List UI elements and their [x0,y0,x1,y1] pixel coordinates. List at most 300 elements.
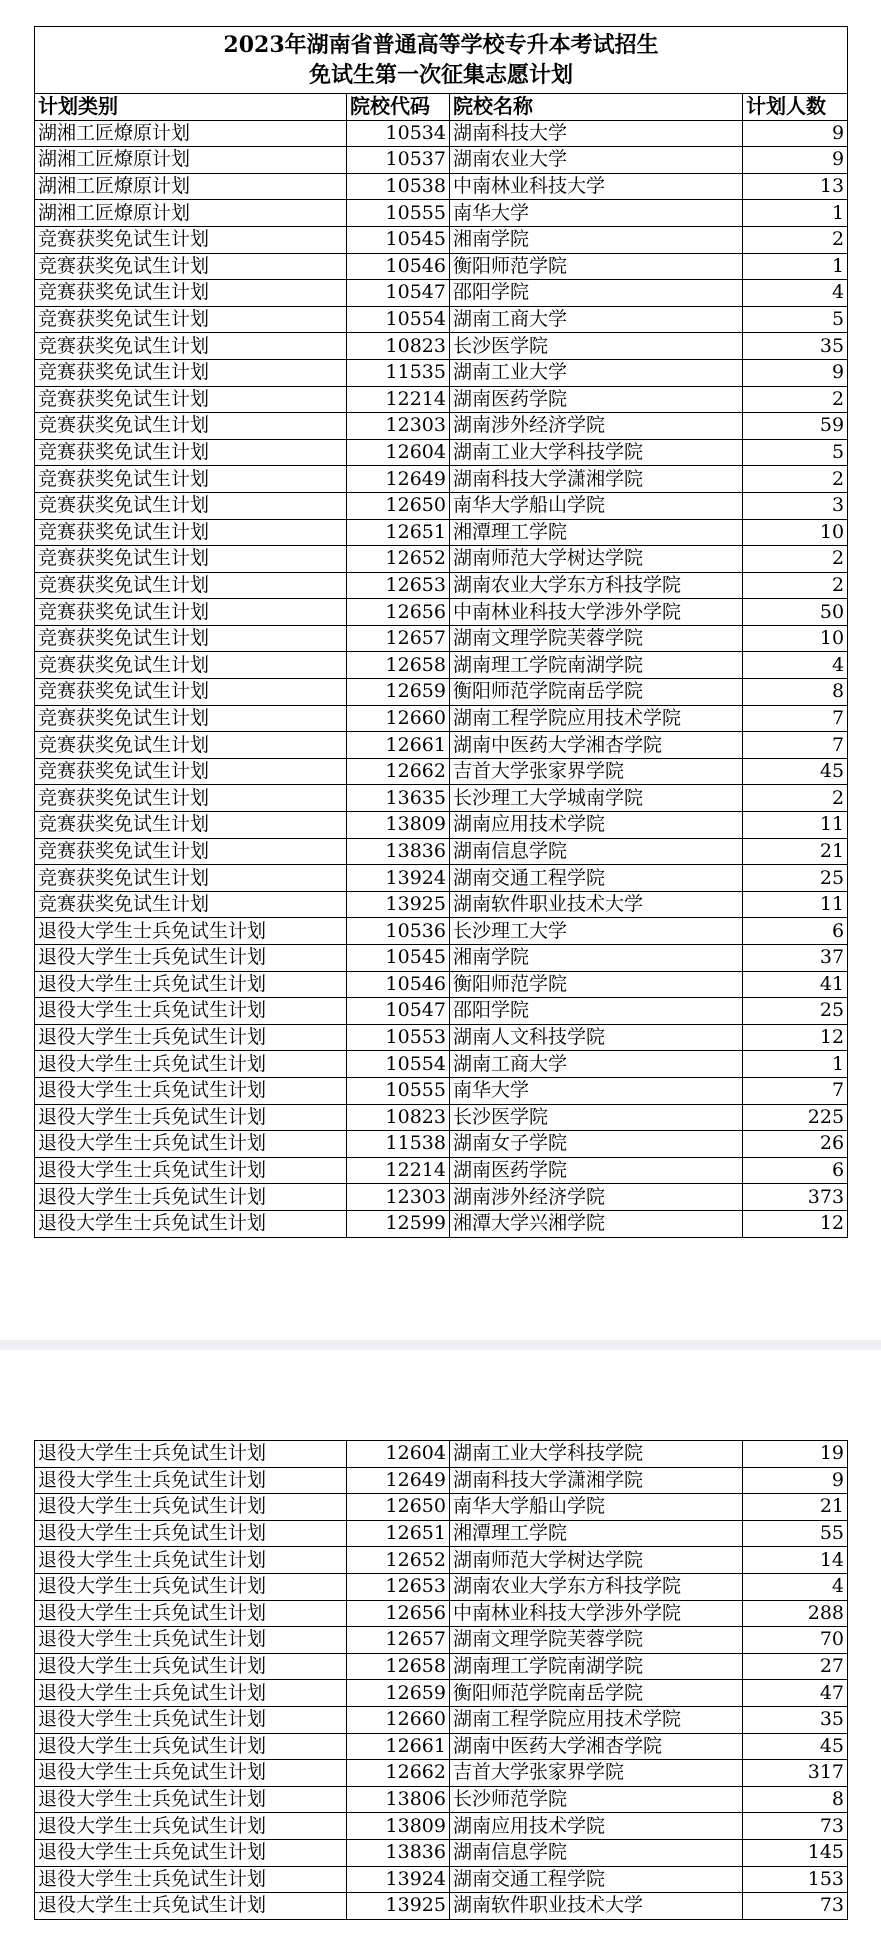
cell-plan-count: 12 [743,1024,848,1051]
table-row [35,918,848,945]
cell-school-code: 12659 [347,679,450,706]
table-row [35,1893,848,1920]
table-row [35,1184,848,1211]
cell-plan-count: 35 [743,1706,848,1733]
cell-plan-count: 59 [743,413,848,440]
cell-plan-count: 9 [743,147,848,174]
table-row [35,838,848,865]
cell-plan-category: 竞赛获奖免试生计划 [35,838,347,865]
cell-school-name: 湖南中医药大学湘杏学院 [450,1733,743,1760]
cell-school-name: 湖南人文科技学院 [450,1024,743,1051]
cell-school-name: 湖南农业大学东方科技学院 [450,572,743,599]
cell-plan-count: 4 [743,280,848,307]
cell-plan-count: 10 [743,625,848,652]
cell-plan-category: 退役大学生士兵免试生计划 [35,1051,347,1078]
cell-school-code: 10823 [347,1104,450,1131]
table-row [35,1760,848,1787]
cell-plan-category: 湖湘工匠燎原计划 [35,173,347,200]
cell-plan-category: 湖湘工匠燎原计划 [35,120,347,147]
cell-plan-category: 竞赛获奖免试生计划 [35,306,347,333]
header-row [35,94,848,121]
cell-school-name: 湖南工商大学 [450,1051,743,1078]
cell-school-name: 湘南学院 [450,945,743,972]
cell-plan-count: 41 [743,971,848,998]
header-school-name: 院校名称 [450,94,743,121]
cell-plan-count: 9 [743,359,848,386]
table-row [35,1157,848,1184]
title-line-1: 2023年湖南省普通高等学校专升本考试招生 [223,32,659,58]
cell-plan-count: 7 [743,705,848,732]
cell-plan-category: 退役大学生士兵免试生计划 [35,1184,347,1211]
cell-school-code: 10547 [347,280,450,307]
cell-school-name: 南华大学 [450,1077,743,1104]
cell-school-code: 12649 [347,1467,450,1494]
table-row [35,173,848,200]
cell-school-name: 湖南文理学院芙蓉学院 [450,625,743,652]
cell-school-name: 长沙医学院 [450,333,743,360]
cell-plan-count: 25 [743,998,848,1025]
cell-plan-count: 225 [743,1104,848,1131]
table-row [35,1839,848,1866]
cell-plan-category: 退役大学生士兵免试生计划 [35,1680,347,1707]
cell-school-name: 湖南信息学院 [450,838,743,865]
cell-plan-count: 50 [743,599,848,626]
title-line-2: 免试生第一次征集志愿计划 [309,62,574,88]
cell-plan-category: 退役大学生士兵免试生计划 [35,1706,347,1733]
cell-school-code: 10823 [347,333,450,360]
cell-school-name: 长沙师范学院 [450,1786,743,1813]
cell-school-name: 邵阳学院 [450,280,743,307]
table-row [35,1494,848,1521]
cell-plan-category: 退役大学生士兵免试生计划 [35,1893,347,1920]
cell-plan-category: 湖湘工匠燎原计划 [35,200,347,227]
cell-plan-count: 19 [743,1441,848,1468]
table-row [35,519,848,546]
cell-plan-count: 4 [743,1573,848,1600]
cell-school-code: 12661 [347,732,450,759]
cell-plan-count: 1 [743,200,848,227]
table-row [35,625,848,652]
cell-school-code: 10546 [347,253,450,280]
cell-plan-count: 45 [743,1733,848,1760]
cell-plan-count: 27 [743,1653,848,1680]
cell-school-code: 12653 [347,572,450,599]
cell-plan-category: 退役大学生士兵免试生计划 [35,1733,347,1760]
cell-plan-count: 7 [743,1077,848,1104]
cell-plan-count: 317 [743,1760,848,1787]
cell-plan-count: 2 [743,466,848,493]
cell-plan-count: 2 [743,226,848,253]
cell-plan-category: 竞赛获奖免试生计划 [35,253,347,280]
cell-school-name: 南华大学船山学院 [450,492,743,519]
cell-school-name: 湖南工业大学科技学院 [450,1441,743,1468]
cell-plan-category: 退役大学生士兵免试生计划 [35,1866,347,1893]
cell-plan-category: 竞赛获奖免试生计划 [35,785,347,812]
cell-plan-count: 5 [743,306,848,333]
table-row [35,439,848,466]
cell-plan-category: 退役大学生士兵免试生计划 [35,1024,347,1051]
table-row [35,466,848,493]
cell-school-code: 10555 [347,1077,450,1104]
cell-plan-count: 10 [743,519,848,546]
cell-plan-count: 2 [743,386,848,413]
table-row [35,812,848,839]
table-row [35,386,848,413]
cell-plan-count: 8 [743,679,848,706]
table-row [35,998,848,1025]
cell-school-code: 10545 [347,945,450,972]
page-1-sheet [34,26,847,1238]
cell-school-name: 湖南师范大学树达学院 [450,1547,743,1574]
cell-plan-count: 4 [743,652,848,679]
title-row [35,27,848,94]
cell-plan-count: 35 [743,333,848,360]
cell-school-code: 12660 [347,1706,450,1733]
cell-school-name: 湖南涉外经济学院 [450,413,743,440]
cell-school-name: 湖南中医药大学湘杏学院 [450,732,743,759]
cell-school-code: 12656 [347,599,450,626]
table-row [35,1467,848,1494]
cell-plan-category: 退役大学生士兵免试生计划 [35,1813,347,1840]
cell-plan-category: 退役大学生士兵免试生计划 [35,1494,347,1521]
cell-school-name: 邵阳学院 [450,998,743,1025]
cell-school-name: 湖南医药学院 [450,386,743,413]
cell-plan-category: 竞赛获奖免试生计划 [35,652,347,679]
cell-school-name: 湖南工商大学 [450,306,743,333]
cell-plan-category: 竞赛获奖免试生计划 [35,625,347,652]
cell-plan-category: 竞赛获奖免试生计划 [35,359,347,386]
cell-plan-category: 退役大学生士兵免试生计划 [35,1157,347,1184]
cell-school-code: 12650 [347,492,450,519]
cell-school-name: 湖南工程学院应用技术学院 [450,1706,743,1733]
cell-school-code: 13925 [347,891,450,918]
table-row [35,492,848,519]
cell-plan-category: 竞赛获奖免试生计划 [35,226,347,253]
page-2-sheet [34,1440,847,1920]
cell-plan-category: 退役大学生士兵免试生计划 [35,1467,347,1494]
cell-plan-count: 11 [743,812,848,839]
table-row [35,679,848,706]
cell-school-name: 中南林业科技大学涉外学院 [450,1600,743,1627]
cell-school-code: 13635 [347,785,450,812]
cell-plan-count: 14 [743,1547,848,1574]
cell-plan-category: 竞赛获奖免试生计划 [35,492,347,519]
cell-school-code: 10538 [347,173,450,200]
cell-plan-category: 竞赛获奖免试生计划 [35,705,347,732]
table-row [35,1104,848,1131]
cell-school-name: 湘潭理工学院 [450,519,743,546]
cell-plan-category: 退役大学生士兵免试生计划 [35,945,347,972]
table-row [35,1573,848,1600]
table-row [35,226,848,253]
table-row [35,546,848,573]
cell-school-name: 湖南应用技术学院 [450,812,743,839]
cell-plan-category: 退役大学生士兵免试生计划 [35,918,347,945]
cell-school-name: 湖南软件职业技术大学 [450,1893,743,1920]
cell-plan-category: 竞赛获奖免试生计划 [35,812,347,839]
table-row [35,200,848,227]
cell-plan-category: 退役大学生士兵免试生计划 [35,1441,347,1468]
cell-plan-count: 8 [743,1786,848,1813]
table-row [35,971,848,998]
cell-school-code: 12662 [347,1760,450,1787]
cell-school-name: 衡阳师范学院南岳学院 [450,1680,743,1707]
cell-plan-count: 25 [743,865,848,892]
cell-plan-count: 21 [743,838,848,865]
cell-school-code: 12651 [347,1520,450,1547]
table-row [35,945,848,972]
cell-school-code: 10555 [347,200,450,227]
cell-school-code: 13924 [347,1866,450,1893]
cell-plan-category: 退役大学生士兵免试生计划 [35,1653,347,1680]
table-row [35,147,848,174]
cell-plan-category: 竞赛获奖免试生计划 [35,572,347,599]
cell-plan-count: 9 [743,120,848,147]
cell-school-code: 12659 [347,1680,450,1707]
table-row [35,1653,848,1680]
table-row [35,1210,848,1237]
cell-school-code: 12214 [347,1157,450,1184]
table-row [35,599,848,626]
document-title [35,27,848,94]
cell-school-name: 湖南农业大学 [450,147,743,174]
cell-school-code: 13836 [347,838,450,865]
cell-plan-category: 退役大学生士兵免试生计划 [35,1760,347,1787]
cell-school-code: 12303 [347,1184,450,1211]
cell-plan-count: 21 [743,1494,848,1521]
table-row [35,1680,848,1707]
cell-school-name: 中南林业科技大学涉外学院 [450,599,743,626]
cell-school-code: 12658 [347,652,450,679]
cell-school-name: 湖南交通工程学院 [450,865,743,892]
cell-plan-count: 7 [743,732,848,759]
table-row [35,1866,848,1893]
cell-plan-count: 47 [743,1680,848,1707]
cell-plan-count: 26 [743,1131,848,1158]
cell-plan-category: 退役大学生士兵免试生计划 [35,1210,347,1237]
cell-plan-count: 145 [743,1839,848,1866]
table-row [35,705,848,732]
table-row [35,1441,848,1468]
cell-school-code: 12652 [347,1547,450,1574]
cell-school-code: 12650 [347,1494,450,1521]
cell-school-code: 10534 [347,120,450,147]
plan-table-page-2 [34,1440,848,1920]
cell-school-name: 衡阳师范学院 [450,971,743,998]
cell-plan-count: 55 [743,1520,848,1547]
cell-plan-category: 竞赛获奖免试生计划 [35,386,347,413]
cell-school-code: 12658 [347,1653,450,1680]
cell-plan-count: 288 [743,1600,848,1627]
cell-plan-category: 退役大学生士兵免试生计划 [35,1547,347,1574]
cell-plan-category: 竞赛获奖免试生计划 [35,333,347,360]
table-row [35,1600,848,1627]
cell-plan-category: 退役大学生士兵免试生计划 [35,1520,347,1547]
cell-plan-category: 退役大学生士兵免试生计划 [35,1573,347,1600]
table-row [35,1024,848,1051]
cell-plan-count: 73 [743,1893,848,1920]
table-row [35,333,848,360]
cell-school-name: 湖南科技大学 [450,120,743,147]
plan-table-page-1 [34,26,848,1238]
table-row [35,1520,848,1547]
cell-school-code: 11535 [347,359,450,386]
cell-school-name: 湖南软件职业技术大学 [450,891,743,918]
cell-school-name: 湖南科技大学潇湘学院 [450,466,743,493]
cell-school-name: 湖南农业大学东方科技学院 [450,1573,743,1600]
cell-school-code: 13809 [347,812,450,839]
cell-school-name: 湖南工程学院应用技术学院 [450,705,743,732]
cell-school-name: 吉首大学张家界学院 [450,758,743,785]
table-row [35,253,848,280]
cell-school-name: 湘南学院 [450,226,743,253]
cell-plan-category: 退役大学生士兵免试生计划 [35,1131,347,1158]
cell-plan-category: 退役大学生士兵免试生计划 [35,1104,347,1131]
table-row [35,1077,848,1104]
cell-plan-count: 12 [743,1210,848,1237]
cell-plan-count: 2 [743,572,848,599]
cell-school-code: 10554 [347,1051,450,1078]
cell-school-code: 12214 [347,386,450,413]
header-plan-category: 计划类别 [35,94,347,121]
cell-plan-count: 5 [743,439,848,466]
table-row [35,891,848,918]
cell-plan-count: 9 [743,1467,848,1494]
cell-plan-category: 竞赛获奖免试生计划 [35,732,347,759]
table-row [35,732,848,759]
cell-school-name: 湖南科技大学潇湘学院 [450,1467,743,1494]
table-row [35,785,848,812]
cell-plan-category: 竞赛获奖免试生计划 [35,679,347,706]
cell-school-code: 12651 [347,519,450,546]
cell-plan-count: 6 [743,918,848,945]
cell-school-code: 12303 [347,413,450,440]
cell-school-name: 湖南工业大学科技学院 [450,439,743,466]
cell-school-name: 湖南医药学院 [450,1157,743,1184]
cell-school-name: 衡阳师范学院 [450,253,743,280]
cell-plan-category: 竞赛获奖免试生计划 [35,413,347,440]
table-row [35,1051,848,1078]
cell-plan-count: 11 [743,891,848,918]
cell-school-name: 中南林业科技大学 [450,173,743,200]
cell-school-code: 13925 [347,1893,450,1920]
cell-plan-category: 竞赛获奖免试生计划 [35,546,347,573]
cell-school-name: 湖南信息学院 [450,1839,743,1866]
cell-school-name: 湘潭大学兴湘学院 [450,1210,743,1237]
cell-plan-category: 竞赛获奖免试生计划 [35,519,347,546]
cell-school-code: 12657 [347,625,450,652]
cell-plan-count: 13 [743,173,848,200]
cell-school-name: 湖南涉外经济学院 [450,1184,743,1211]
cell-plan-category: 退役大学生士兵免试生计划 [35,1627,347,1654]
table-row [35,758,848,785]
cell-plan-category: 竞赛获奖免试生计划 [35,599,347,626]
cell-school-code: 13924 [347,865,450,892]
cell-school-code: 13806 [347,1786,450,1813]
cell-plan-category: 退役大学生士兵免试生计划 [35,1600,347,1627]
table-row [35,306,848,333]
cell-plan-count: 6 [743,1157,848,1184]
cell-school-code: 10554 [347,306,450,333]
cell-school-code: 10546 [347,971,450,998]
cell-school-code: 12604 [347,439,450,466]
cell-school-code: 12656 [347,1600,450,1627]
cell-plan-count: 2 [743,546,848,573]
table-row [35,1813,848,1840]
cell-school-code: 11538 [347,1131,450,1158]
cell-plan-count: 73 [743,1813,848,1840]
table-row [35,1131,848,1158]
cell-school-code: 10536 [347,918,450,945]
cell-plan-count: 70 [743,1627,848,1654]
cell-school-name: 吉首大学张家界学院 [450,1760,743,1787]
cell-school-code: 13809 [347,1813,450,1840]
cell-plan-count: 1 [743,1051,848,1078]
table-row [35,280,848,307]
cell-school-name: 长沙理工大学 [450,918,743,945]
cell-school-name: 湖南师范大学树达学院 [450,546,743,573]
cell-school-code: 13836 [347,1839,450,1866]
cell-school-name: 长沙医学院 [450,1104,743,1131]
cell-plan-count: 153 [743,1866,848,1893]
cell-school-code: 12649 [347,466,450,493]
cell-school-code: 12660 [347,705,450,732]
cell-school-name: 湖南理工学院南湖学院 [450,1653,743,1680]
cell-plan-category: 竞赛获奖免试生计划 [35,865,347,892]
table-row [35,865,848,892]
cell-school-code: 10547 [347,998,450,1025]
cell-plan-category: 竞赛获奖免试生计划 [35,280,347,307]
cell-school-code: 10545 [347,226,450,253]
cell-school-name: 湖南交通工程学院 [450,1866,743,1893]
cell-plan-category: 退役大学生士兵免试生计划 [35,998,347,1025]
cell-school-code: 12599 [347,1210,450,1237]
cell-plan-category: 竞赛获奖免试生计划 [35,466,347,493]
cell-school-name: 长沙理工大学城南学院 [450,785,743,812]
cell-school-name: 湖南女子学院 [450,1131,743,1158]
cell-plan-count: 373 [743,1184,848,1211]
cell-school-name: 湖南应用技术学院 [450,1813,743,1840]
cell-school-code: 12604 [347,1441,450,1468]
cell-plan-category: 竞赛获奖免试生计划 [35,758,347,785]
cell-plan-category: 退役大学生士兵免试生计划 [35,1077,347,1104]
table-row [35,652,848,679]
page-separator [0,1340,881,1350]
cell-plan-count: 3 [743,492,848,519]
table-row [35,413,848,440]
cell-plan-count: 45 [743,758,848,785]
header-plan-count: 计划人数 [743,94,848,121]
table-row [35,1733,848,1760]
table-row [35,1706,848,1733]
cell-school-code: 12652 [347,546,450,573]
cell-school-name: 南华大学船山学院 [450,1494,743,1521]
cell-school-code: 12662 [347,758,450,785]
header-school-code: 院校代码 [347,94,450,121]
table-row [35,1627,848,1654]
cell-plan-category: 退役大学生士兵免试生计划 [35,1786,347,1813]
cell-school-name: 湖南理工学院南湖学院 [450,652,743,679]
cell-school-code: 10537 [347,147,450,174]
cell-plan-category: 竞赛获奖免试生计划 [35,439,347,466]
cell-school-code: 12657 [347,1627,450,1654]
table-row [35,359,848,386]
table-row [35,1547,848,1574]
cell-plan-count: 2 [743,785,848,812]
cell-school-name: 南华大学 [450,200,743,227]
table-row [35,572,848,599]
cell-school-name: 湘潭理工学院 [450,1520,743,1547]
